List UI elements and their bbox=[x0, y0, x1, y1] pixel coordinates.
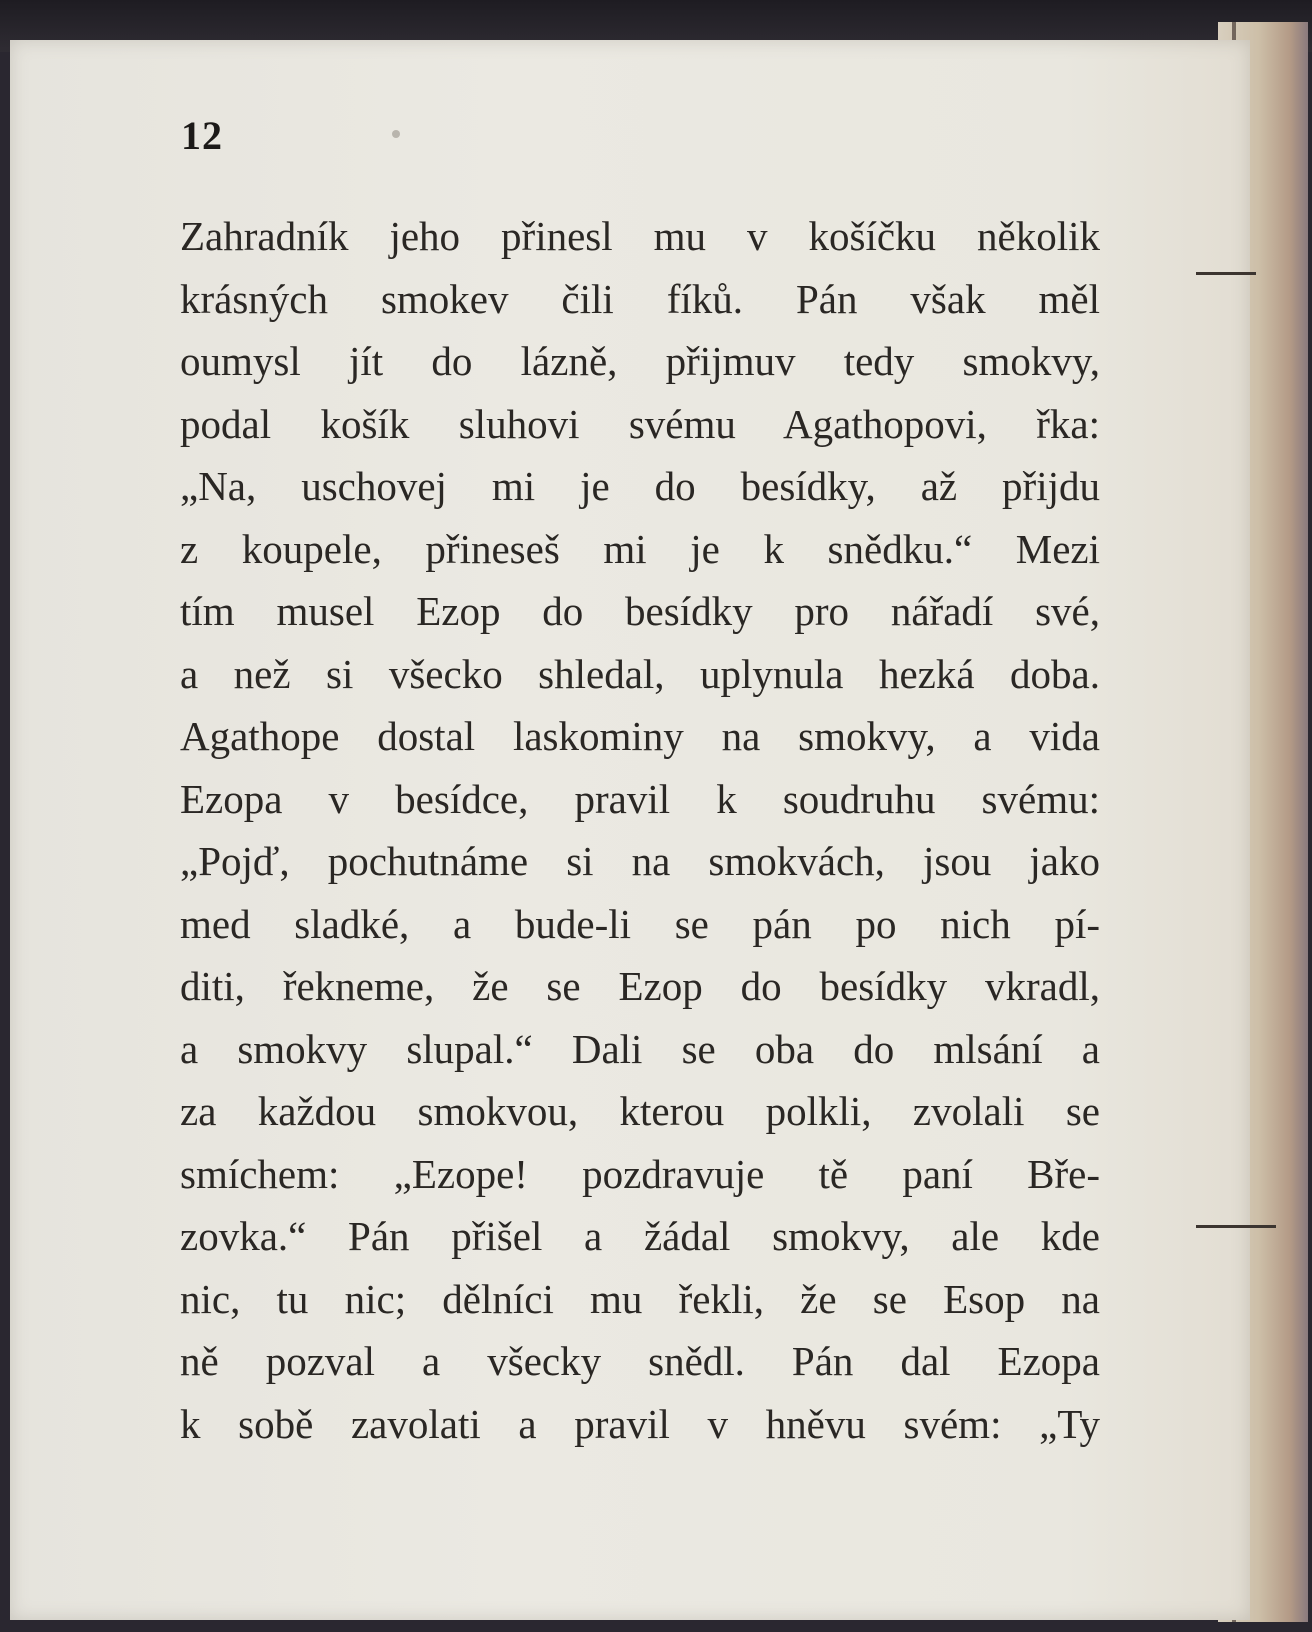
text-line: k sobě zavolati a pravil v hněvu svém: „Ty bbox=[180, 1400, 1100, 1447]
text-line: podal košík sluhovi svému Agathopovi, řka: bbox=[180, 400, 1100, 447]
text-line: Agathope dostal laskominy na smokvy, a vida bbox=[180, 713, 1100, 759]
text-line: ně pozval a všecky snědl. Pán dal Ezopa bbox=[180, 1338, 1100, 1384]
text-line: a smokvy slupal.“ Dali se oba do mlsání a bbox=[180, 1025, 1100, 1072]
text-line: oumysl jít do lázně, přijmuv tedy smokvy, bbox=[180, 338, 1100, 384]
text-line: Ezopa v besídce, pravil k soudruhu svému: bbox=[180, 775, 1100, 822]
edge-mark-bottom bbox=[1196, 1225, 1276, 1228]
text-line: Zahradník jeho přinesl mu v košíčku několik bbox=[180, 213, 1100, 259]
text-line: smíchem: „Ezope! pozdravuje tě paní Bře- bbox=[180, 1150, 1100, 1197]
text-line: nic, tu nic; dělníci mu řekli, že se Esop na bbox=[180, 1275, 1100, 1322]
edge-mark-top bbox=[1196, 272, 1256, 275]
text-line: z koupele, přineseš mi je k snědku.“ Mezi bbox=[180, 525, 1100, 572]
body-text bbox=[180, 205, 1100, 1455]
text-line: „Na, uschovej mi je do besídky, až přijdu bbox=[180, 463, 1100, 509]
ink-speck bbox=[392, 130, 400, 138]
text-line: med sladké, a bude-li se pán po nich pí- bbox=[180, 900, 1100, 947]
text-line: a než si všecko shledal, uplynula hezká doba. bbox=[180, 650, 1100, 697]
text-line: zovka.“ Pán přišel a žádal smokvy, ale kde bbox=[180, 1213, 1100, 1259]
text-line: krásných smokev čili fíků. Pán však měl bbox=[180, 275, 1100, 322]
text-line: diti, řekneme, že se Ezop do besídky vkradl, bbox=[180, 963, 1100, 1009]
text-line: za každou smokvou, kterou polkli, zvolali se bbox=[180, 1088, 1100, 1134]
text-line: tím musel Ezop do besídky pro nářadí své, bbox=[180, 588, 1100, 634]
text-line: „Pojď, pochutnáme si na smokvách, jsou jako bbox=[180, 838, 1100, 884]
page-number: 12 bbox=[181, 113, 223, 158]
